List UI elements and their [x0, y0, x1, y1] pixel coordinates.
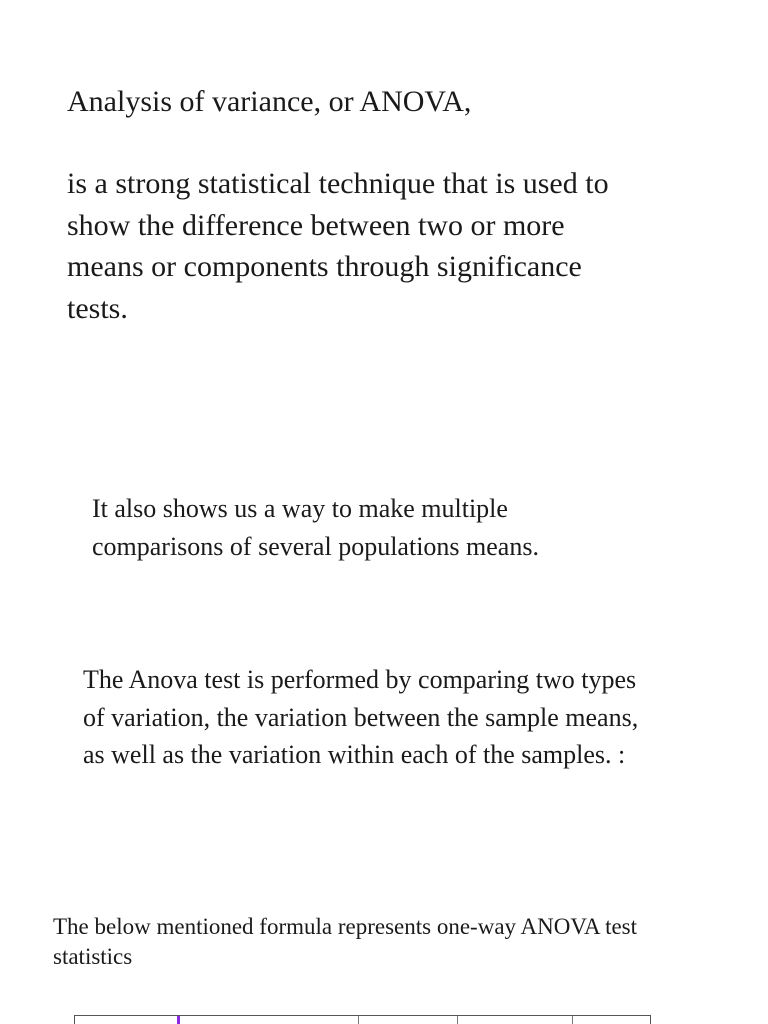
intro-paragraph [67, 163, 609, 329]
formula-intro-paragraph [53, 912, 637, 972]
anova-test-paragraph [83, 661, 638, 774]
intro-line: means or components through significance [67, 250, 582, 283]
document-title [67, 83, 471, 121]
anova-test-line: The Anova test is performed by comparing two types [83, 665, 637, 694]
title-text: Analysis of variance, or ANOVA, [67, 85, 472, 118]
table-column-divider [177, 1016, 180, 1024]
table-column-divider [457, 1016, 458, 1024]
formula-intro-line: The below mentioned formula represents one-way ANOVA test [53, 914, 638, 939]
anova-table-top-edge [74, 1015, 651, 1024]
anova-test-line: of variation, the variation between the sample means, [83, 702, 639, 732]
intro-line: tests. [67, 291, 128, 325]
anova-test-line: as well as the variation within each of the samples. : [83, 740, 626, 769]
table-column-divider [358, 1016, 359, 1024]
multiple-comparisons-paragraph [92, 490, 539, 566]
multiple-line: It also shows us a way to make multiple [92, 494, 508, 523]
intro-line: show the difference between two or more [67, 208, 565, 242]
table-column-divider [572, 1016, 573, 1024]
intro-line: is a strong statistical technique that is used to [67, 167, 609, 200]
multiple-line: comparisons of several populations means. [92, 532, 539, 561]
formula-intro-line: statistics [53, 944, 133, 969]
